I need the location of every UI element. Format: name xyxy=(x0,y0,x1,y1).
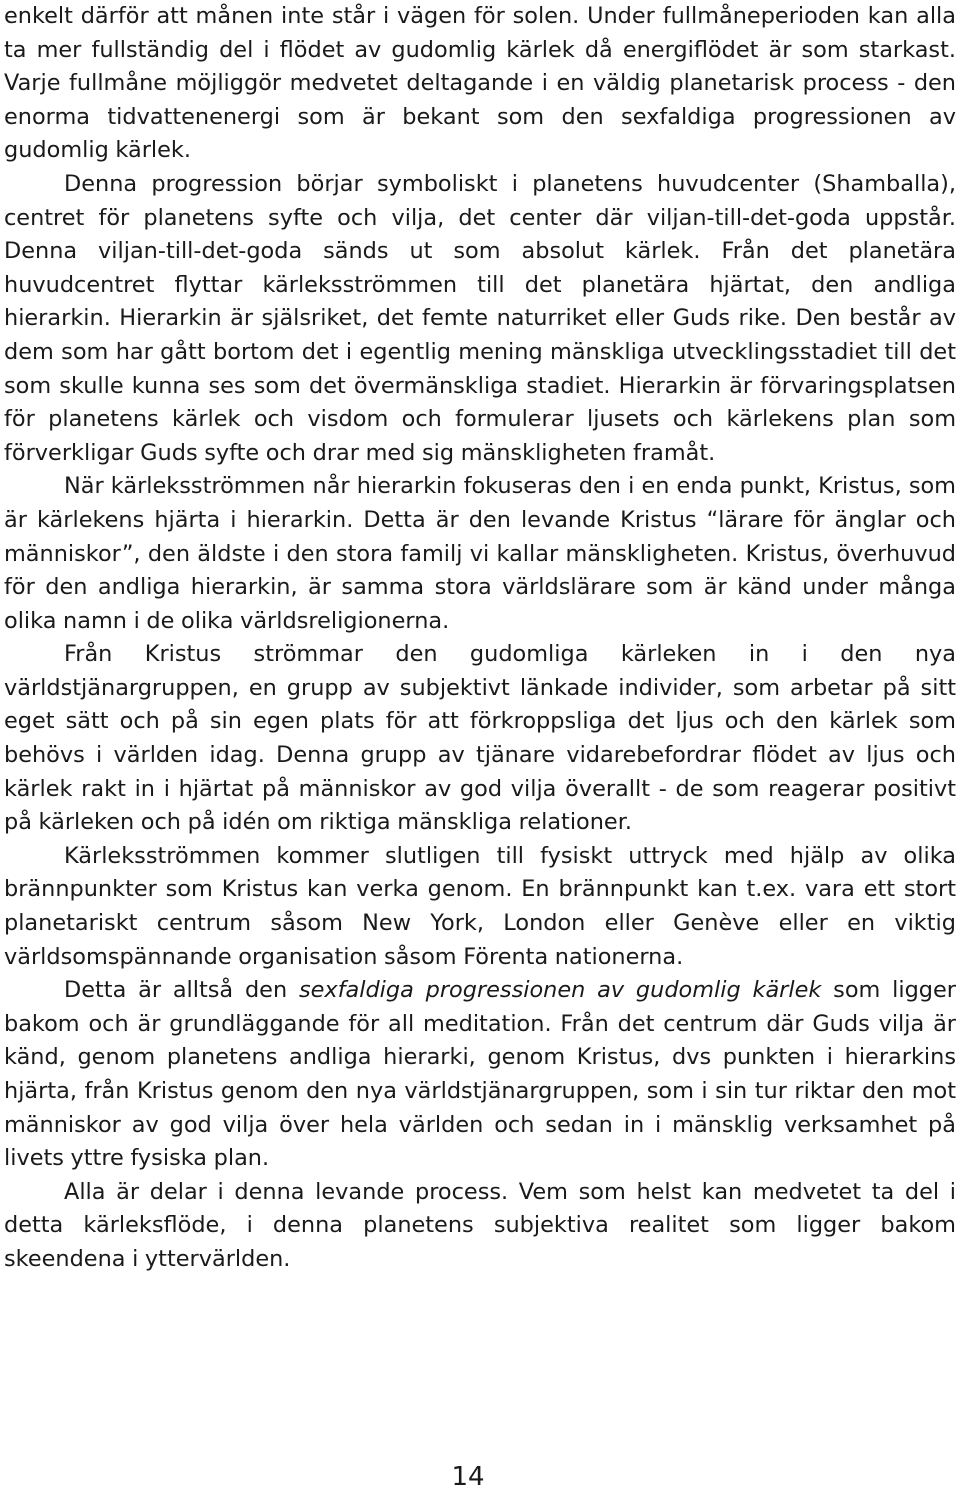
paragraph-text: Alla är delar i denna levande process. Vem som helst kan medvetet ta del i detta kärleksflöde, i denna planetens subjektiva realitet som ligger bakom skeendena i yttervärlden. xyxy=(4,1178,956,1272)
paragraph xyxy=(4,638,956,840)
paragraph xyxy=(4,1176,956,1277)
paragraph xyxy=(4,0,956,168)
paragraph-text: Denna progression börjar symboliskt i planetens huvudcenter (Shamballa), centret för planetens syfte och vilja, det center där viljan-till-det-goda uppstår. Denna viljan-till-det-goda sänds ut som absolut kärlek. Från det planetära huvudcentret flyttar kärleksströmmen till det planetära hjärtat, den andliga hierarkin. Hierarkin är själsriket, det femte naturriket eller Guds rike. Den består av dem som har gått bortom det i egentlig mening mänskliga utvecklingsstadiet till det som skulle kunna ses som det övermänskliga stadiet. Hierarkin är förvaringsplatsen för planetens kärlek och visdom och formulerar ljusets och kärlekens plan som förverkligar Guds syfte och drar med sig mänskligheten framåt. xyxy=(4,170,956,466)
paragraph-text: Kärleksströmmen kommer slutligen till fysiskt uttryck med hjälp av olika brännpunkter som Kristus kan verka genom. En brännpunkt kan t.ex. vara ett stort planetariskt centrum såsom New York, London eller Genève eller en viktig världsomspännande organisation såsom Förenta nationerna. xyxy=(4,842,956,970)
paragraph xyxy=(4,974,956,1176)
paragraph xyxy=(4,168,956,470)
paragraph-text: Detta är alltså den xyxy=(64,977,299,1004)
page-number: 14 xyxy=(451,1462,485,1492)
italic-phrase: sexfaldiga progressionen av gudomlig kärlek xyxy=(298,977,822,1004)
paragraph-text: som ligger bakom och är grundläggande för all meditation. Från det centrum där Guds vilja är känd, genom planetens andliga hierarki, genom Kristus, dvs punkten i hierarkins hjärta, från Kristus genom den nya världstjänargruppen, som i sin tur riktar den mot människor av god vilja över hela världen och sedan in i mänsklig verksamhet på livets yttre fysiska plan. xyxy=(4,977,956,1172)
paragraph-text: enkelt därför att månen inte står i vägen för solen. Under fullmåneperioden kan alla ta mer fullständig del i flödet av gudomlig kärlek då energiflödet är som starkast. Varje fullmåne möjliggör medvetet deltagande i en väldig planetarisk process - den enorma tidvattenenergi som är bekant som den sexfaldiga progressionen av gudomlig kärlek. xyxy=(4,3,956,164)
paragraph-text: När kärleksströmmen når hierarkin fokuseras den i en enda punkt, Kristus, som är kärlekens hjärta i hierarkin. Detta är den levande Kristus “lärare för änglar och människor”, den äldste i den stora familj vi kallar mänskligheten. Kristus, överhuvud för den andliga hierarkin, är samma stora världslärare som är känd under många olika namn i de olika världsreligionerna. xyxy=(4,473,956,634)
paragraph-text: Från Kristus strömmar den gudomliga kärleken in i den nya världstjänargruppen, en grupp av subjektivt länkade individer, som arbetar på sitt eget sätt och på sin egen plats för att förkroppsliga det ljus och den kärlek som behövs i världen idag. Denna grupp av tjänare vidarebefordrar flödet av ljus och kärlek rakt in i hjärtat på människor av god vilja överallt - de som reagerar positivt på kärleken och på idén om riktiga mänskliga relationer. xyxy=(4,641,956,836)
paragraph xyxy=(4,470,956,638)
body-text xyxy=(4,0,956,1277)
paragraph xyxy=(4,840,956,974)
